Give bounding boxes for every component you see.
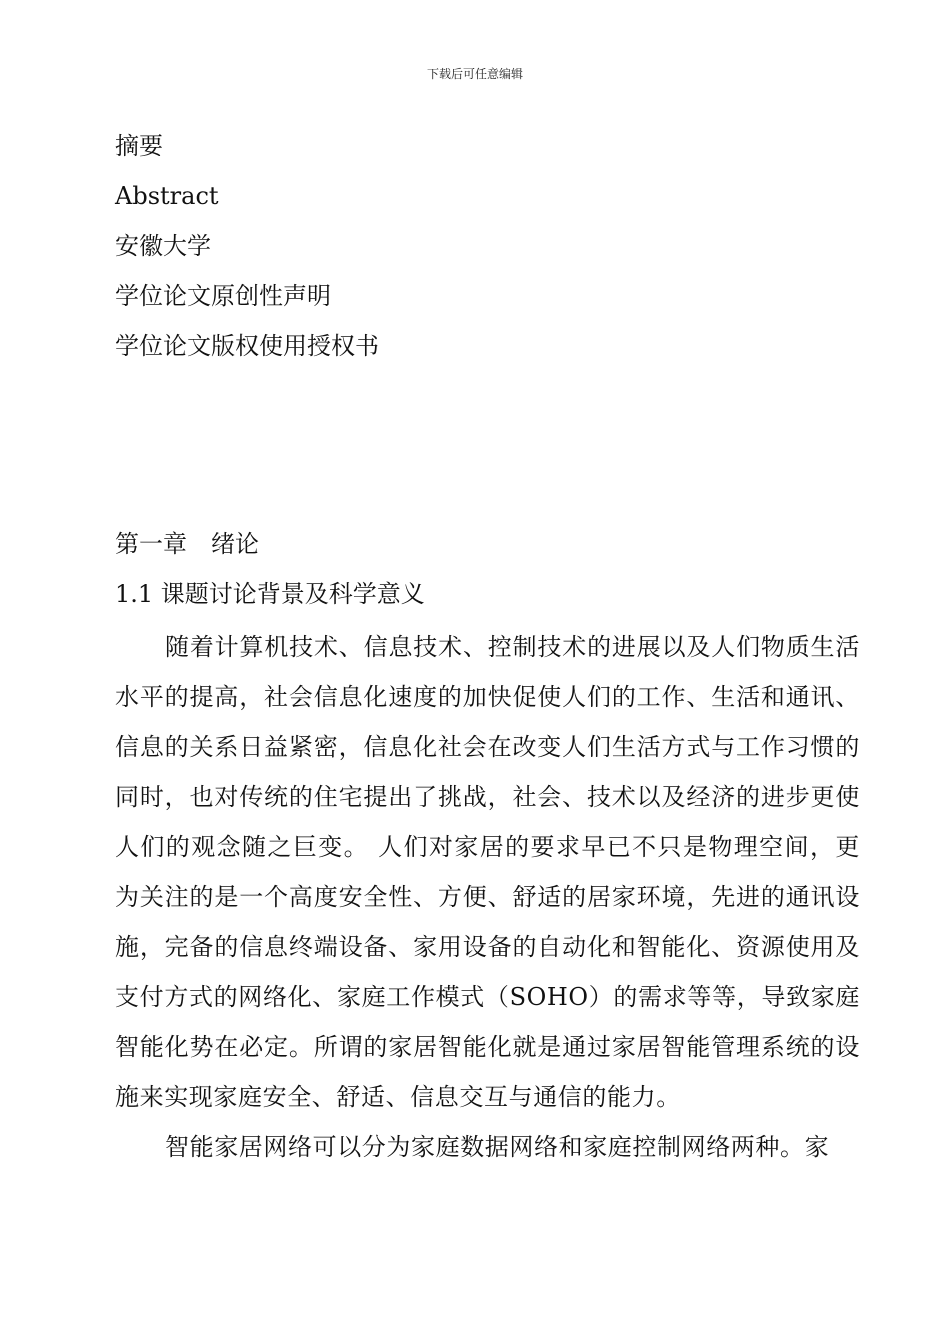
toc-item-university[interactable]: 安徽大学 (115, 232, 211, 260)
table-of-contents (115, 124, 860, 374)
section-title: 1.1 课题讨论背景及科学意义 (115, 580, 425, 608)
toc-item-abstract-cn[interactable]: 摘要 (115, 132, 163, 160)
page-header: 下载后可任意编辑 (426, 67, 523, 81)
paragraph: 随着计算机技术、信息技术、控制技术的进展以及人们物质生活水平的提高，社会信息化速度的加快促使人们的工作、生活和通讯、信息的关系日益紧密，信息化社会在改变人们生活方式与工作习惯的同时，也对传统的住宅提出了挑战，社会、技术以及经济的进步更使人们的观念随之巨变。 人们对家居的要求早已不只是物理空间，更为关注的是一个高度安全性、方便、舒适的居家环境，先进的通讯设施，完备的信息终端设备、家用设备的自动化和智能化、资源使用及支付方式的网络化、家庭工作模式（SOHO）的需求等等，导致家庭智能化势在必定。所谓的家居智能化就是通过家居智能管理系统的设施来实现家庭安全、舒适、信息交互与通信的能力。 (115, 633, 860, 1111)
toc-item-copyright-authorization[interactable]: 学位论文版权使用授权书 (115, 332, 379, 360)
toc-item-originality-statement[interactable]: 学位论文原创性声明 (115, 282, 331, 310)
paragraph: 智能家居网络可以分为家庭数据网络和家庭控制网络两种。家 (165, 1133, 830, 1161)
toc-item-abstract-en[interactable]: Abstract (115, 182, 219, 210)
body-text (115, 622, 860, 1172)
chapter-title: 第一章 绪论 (115, 530, 259, 558)
